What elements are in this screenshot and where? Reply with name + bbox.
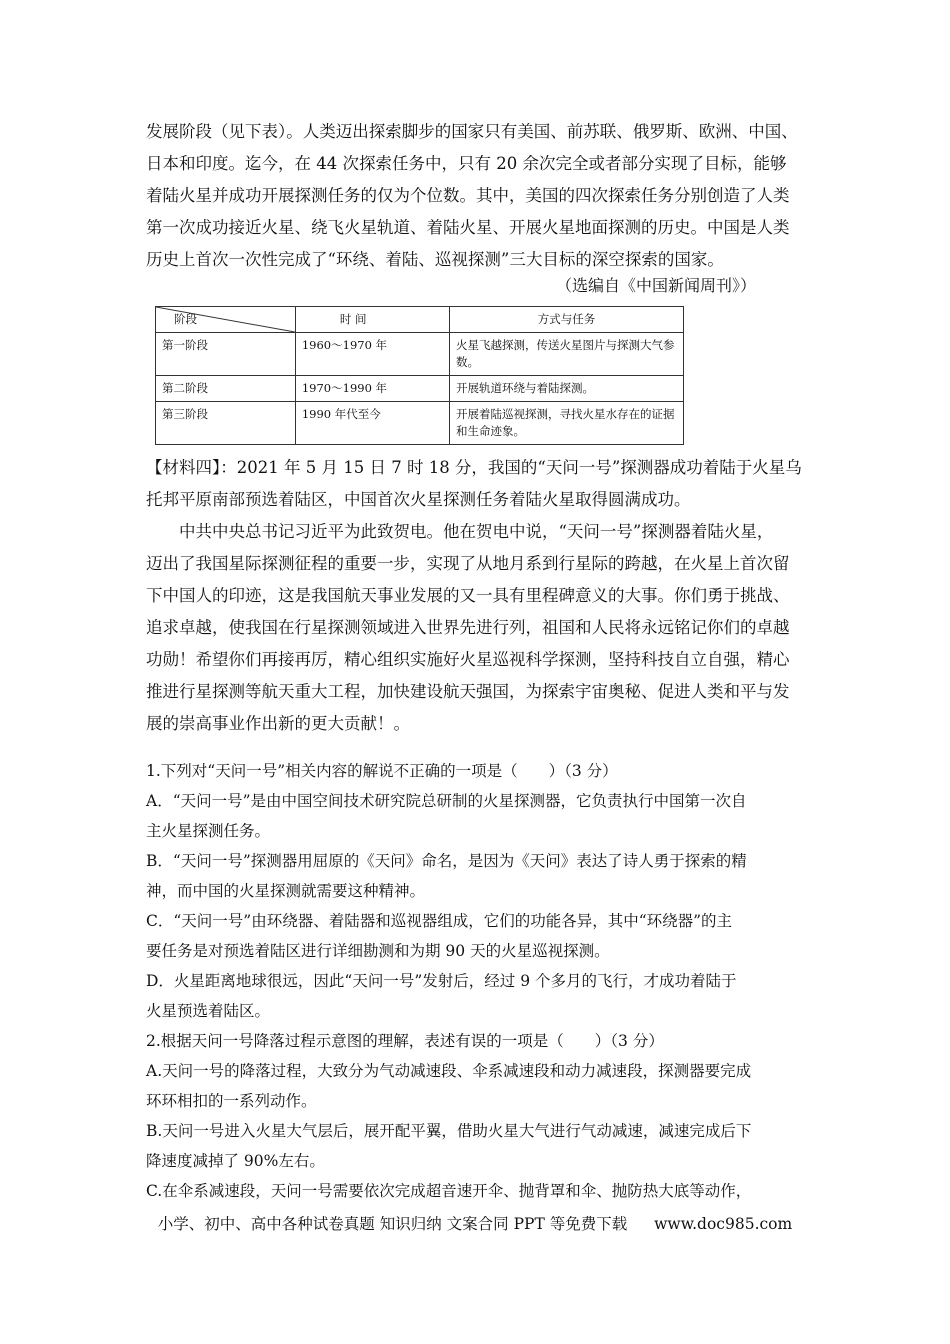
table-header-row (156, 307, 684, 333)
mars-exploration-stages-table (155, 306, 684, 445)
questions-section (146, 756, 810, 1206)
source-citation: （选编自《中国新闻周刊》） (555, 276, 756, 295)
question-option: 主火星探测任务。 (146, 822, 271, 840)
material3-paragraph (146, 116, 810, 276)
table-header-task: 方式与任务 (449, 307, 683, 333)
text-line: 推进行星探测等航天重大工程，加快建设航天强国，为探索宇宙奥秘、促进人类和平与发 (146, 682, 790, 701)
text-line: 着陆火星并成功开展探测任务的仅为个位数。其中，美国的四次探索任务分别创造了人类 (146, 186, 790, 205)
question-option: C.在伞系减速段，天问一号需要依次完成超音速开伞、抛背罩和伞、抛防热大底等动作， (146, 1182, 752, 1200)
question-option: A.天问一号的降落过程，大致分为气动减速段、伞系减速段和动力减速段，探测器要完成 (146, 1062, 752, 1080)
text-line: 追求卓越，使我国在行星探测领域进入世界先进行列，祖国和人民将永远铭记你们的卓越 (146, 618, 790, 637)
table-cell-time: 1970～1990 年 (295, 376, 449, 402)
footer-url-link[interactable]: www.doc985.com (654, 1215, 793, 1233)
text-line: 【材料四】：2021 年 5 月 15 日 7 时 18 分，我国的“天问一号”探测器成功着陆于火星乌 (146, 458, 802, 477)
text-line: 托邦平原南部预选着陆区，中国首次火星探测任务着陆火星取得圆满成功。 (146, 490, 691, 509)
text-line: 下中国人的印迹，这是我国航天事业发展的又一具有里程碑意义的大事。你们勇于挑战、 (146, 586, 790, 605)
table-cell-task: 火星飞越探测，传送火星图片与探测大气参数。 (449, 333, 683, 376)
text-line: 迈出了我国星际探测征程的重要一步，实现了从地月系到行星际的跨越，在火星上首次留 (146, 554, 790, 573)
question-option: 神，而中国的火星探测就需要这种精神。 (146, 882, 426, 900)
question-option: 要任务是对预选着陆区进行详细勘测和为期 90 天的火星巡视探测。 (146, 942, 610, 960)
table-row (156, 376, 684, 402)
question-option: 降速度减掉了 90%左右。 (146, 1152, 325, 1170)
text-line: 日本和印度。迄今，在 44 次探索任务中，只有 20 余次完全或者部分实现了目标，能够 (146, 154, 787, 173)
text-line: 中共中央总书记习近平为此致贺电。他在贺电中说，“天问一号”探测器着陆火星， (146, 522, 774, 541)
table-cell-stage: 第二阶段 (156, 376, 296, 402)
table-cell-time: 1990 年代至今 (295, 402, 449, 445)
table-cell-stage: 第三阶段 (156, 402, 296, 445)
question-option: A．“天问一号”是由中国空间技术研究院总研制的火星探测器，它负责执行中国第一次自 (146, 792, 747, 810)
text-line: 历史上首次一次性完成了“环绕、着陆、巡视探测”三大目标的深空探索的国家。 (146, 250, 724, 269)
table-row (156, 333, 684, 376)
page-footer (0, 1212, 950, 1234)
footer-text: 小学、初中、高中各种试卷真题 知识归纳 文案合同 PPT 等免费下载 (157, 1215, 628, 1233)
table-cell-stage: 第一阶段 (156, 333, 296, 376)
table-header-stage: 阶段 (156, 307, 296, 333)
material4-paragraph (146, 452, 810, 740)
table-row (156, 402, 684, 445)
table-header-time: 时 间 (295, 307, 449, 333)
text-line: 展的崇高事业作出新的更大贡献！。 (146, 714, 410, 733)
question-option: B.天问一号进入火星大气层后，展开配平翼，借助火星大气进行气动减速，减速完成后下 (146, 1122, 752, 1140)
table-cell-task: 开展着陆巡视探测，寻找火星水存在的证据和生命迹象。 (449, 402, 683, 445)
text-line: 第一次成功接近火星、绕飞火星轨道、着陆火星、开展火星地面探测的历史。中国是人类 (146, 218, 790, 237)
question-option: C．“天问一号”由环绕器、着陆器和巡视器组成，它们的功能各异，其中“环绕器”的主 (146, 912, 733, 930)
question-option: 环环相扣的一系列动作。 (146, 1092, 317, 1110)
table-cell-task: 开展轨道环绕与着陆探测。 (449, 376, 683, 402)
question-option: D．火星距离地球很远，因此“天问一号”发射后，经过 9 个多月的飞行，才成功着陆于 (146, 972, 737, 990)
question-title: 2.根据天问一号降落过程示意图的理解，表述有误的一项是（ ）（3 分） (146, 1032, 664, 1050)
table-cell-time: 1960～1970 年 (295, 333, 449, 376)
question-title: 1.下列对“天问一号”相关内容的解说不正确的一项是（ ）（3 分） (146, 762, 618, 780)
text-line: 发展阶段（见下表）。人类迈出探索脚步的国家只有美国、前苏联、俄罗斯、欧洲、中国、 (146, 122, 798, 141)
question-option: B．“天问一号”探测器用屈原的《天问》命名，是因为《天问》表达了诗人勇于探索的精 (146, 852, 747, 870)
text-line: 功勋！希望你们再接再厉，精心组织实施好火星巡视科学探测，坚持科技自立自强，精心 (146, 650, 790, 669)
question-option: 火星预选着陆区。 (146, 1002, 271, 1020)
